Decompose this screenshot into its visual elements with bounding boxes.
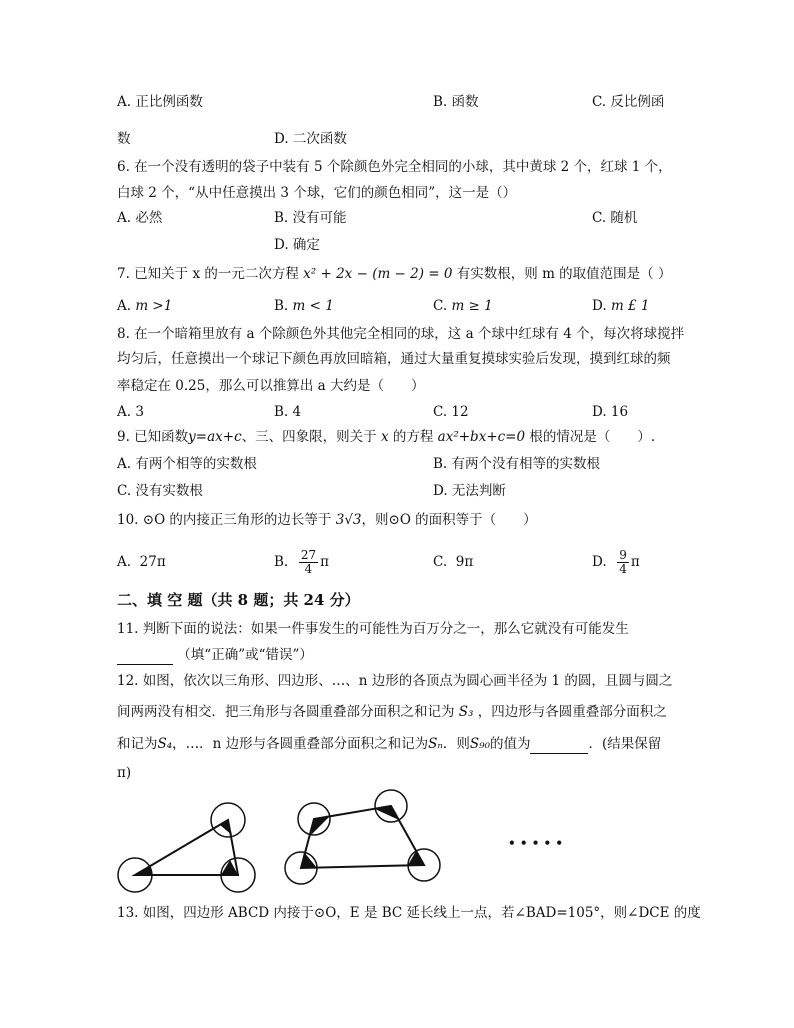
q7-equation: x² + 2x − (m − 2) = 0 bbox=[303, 266, 453, 282]
q10-option-b-fraction: $\frac{27}{4}$ bbox=[300, 548, 317, 576]
q10-option-b: B. $\frac{27}{4}$ π bbox=[274, 548, 329, 576]
q13-stem-line1: 13. 如图，四边形 ABCD 内接于⊙O，E 是 BC 延长线上一点，若∠BAD=105°，则∠DCE 的度 bbox=[117, 905, 701, 921]
q8-stem-line2: 均匀后，任意摸出一个球记下颜色再放回暗箱，通过大量重复摸球实验后发现，摸到红球的频 bbox=[117, 351, 671, 367]
q10-option-d-fraction: $\frac{9}{4}$ bbox=[619, 548, 627, 576]
quadrilateral bbox=[301, 806, 424, 868]
q5-option-c: C. 反比例函 bbox=[592, 94, 665, 110]
q11-answer-blank[interactable] bbox=[117, 646, 173, 665]
q5-option-d: D. 二次函数 bbox=[274, 131, 347, 147]
q11-stem-line2: （填“正确”或“错误”） bbox=[117, 646, 313, 665]
q12-answer-blank[interactable] bbox=[530, 735, 588, 754]
q7-suffix: 有实数根，则 m 的取值范围是（ ） bbox=[456, 266, 672, 282]
q12-s3: S₃ bbox=[458, 704, 474, 720]
q12-stem-line4: π) bbox=[117, 765, 132, 781]
q12-stem-line3: 和记为S₄，…．n 边形与各圆重叠部分面积之和记为Sₙ．则S₉₀的值为 ．(结果保留 bbox=[117, 736, 662, 752]
q9-function: y=ax+c bbox=[188, 429, 242, 445]
q11-stem-line1: 11. 判断下面的说法：如果一件事发生的可能性为百万分之一，那么它就没有可能发生 bbox=[117, 621, 629, 637]
q9-option-d: D. 无法判断 bbox=[433, 483, 506, 499]
q7-option-a: A. m >1 bbox=[117, 298, 173, 314]
q5-option-b: B. 函数 bbox=[433, 94, 479, 110]
q7-stem bbox=[117, 265, 671, 283]
q6-option-b: B. 没有可能 bbox=[274, 210, 347, 226]
q8-option-c: C. 12 bbox=[433, 404, 469, 420]
q5-option-c-cont: 数 bbox=[117, 131, 131, 147]
q8-stem-line1: 8. 在一个暗箱里放有 a 个除颜色外其他完全相同的球，这 a 个球中红球有 4 个，每次将球搅拌 bbox=[117, 326, 685, 342]
q12-quadrilateral-figure bbox=[280, 785, 460, 900]
q8-option-a: A. 3 bbox=[117, 404, 144, 420]
q10-side-length: 3√3 bbox=[335, 512, 362, 528]
q12-stem-line1: 12. 如图，依次以三角形、四边形、…、n 边形的各顶点为圆心画半径为 1 的圆，且圆与圆之 bbox=[117, 673, 673, 689]
q9-stem: 9. 已知函数y=ax+c、三、四象限，则关于 x 的方程 ax²+bx+c=0 根的情况是（ ）. bbox=[117, 429, 656, 445]
q12-sn: Sₙ bbox=[428, 736, 443, 752]
q9-equation: ax²+bx+c=0 bbox=[437, 429, 526, 445]
q12-stem-line2: 间两两没有相交．把三角形与各圆重叠部分面积之和记为 S₃ ，四边形与各圆重叠部分面积之 bbox=[117, 704, 667, 720]
q6-option-a: A. 必然 bbox=[117, 210, 163, 226]
q6-stem-line1: 6. 在一个没有透明的袋子中装有 5 个除颜色外完全相同的小球，其中黄球 2 个，红球 1 个， bbox=[117, 159, 672, 175]
q12-s90: S₉₀ bbox=[469, 736, 490, 752]
q7-option-d: D. m £ 1 bbox=[592, 298, 650, 314]
q12-ellipsis-dots: • • • • • bbox=[508, 836, 564, 850]
q6-option-d: D. 确定 bbox=[274, 237, 320, 253]
q9-option-a: A. 有两个相等的实数根 bbox=[117, 456, 257, 472]
q10-option-a: A. 27π bbox=[117, 554, 166, 570]
q8-stem-line3: 率稳定在 0.25，那么可以推算出 a 大约是（ ） bbox=[117, 378, 425, 394]
q8-option-b: B. 4 bbox=[274, 404, 302, 420]
q5-option-a: A. 正比例函数 bbox=[117, 94, 203, 110]
q9-option-b: B. 有两个没有相等的实数根 bbox=[433, 456, 601, 472]
q6-option-c: C. 随机 bbox=[592, 210, 638, 226]
q12-s4: S₄ bbox=[157, 736, 173, 752]
overlap-sector bbox=[135, 866, 152, 875]
q12-triangle-figure bbox=[110, 790, 280, 900]
q10-stem: 10. ⊙O 的内接正三角形的边长等于 3√3，则⊙O 的面积等于（ ） bbox=[117, 512, 537, 528]
section-title: 二、填 空 题（共 8 题；共 24 分） bbox=[117, 591, 360, 609]
q8-option-d: D. 16 bbox=[592, 404, 629, 420]
q10-option-c: C. 9π bbox=[433, 554, 474, 570]
q7-option-c: C. m ≥ 1 bbox=[433, 298, 493, 314]
q6-stem-line2: 白球 2 个，“从中任意摸出 3 个球，它们的颜色相同”，这一是（） bbox=[117, 185, 517, 201]
q10-option-d: D. $\frac{9}{4}$ π bbox=[592, 548, 640, 576]
q9-option-c: C. 没有实数根 bbox=[117, 483, 203, 499]
q7-option-b: B. m < 1 bbox=[274, 298, 334, 314]
q7-prefix: 7. 已知关于 x 的一元二次方程 bbox=[117, 266, 299, 282]
